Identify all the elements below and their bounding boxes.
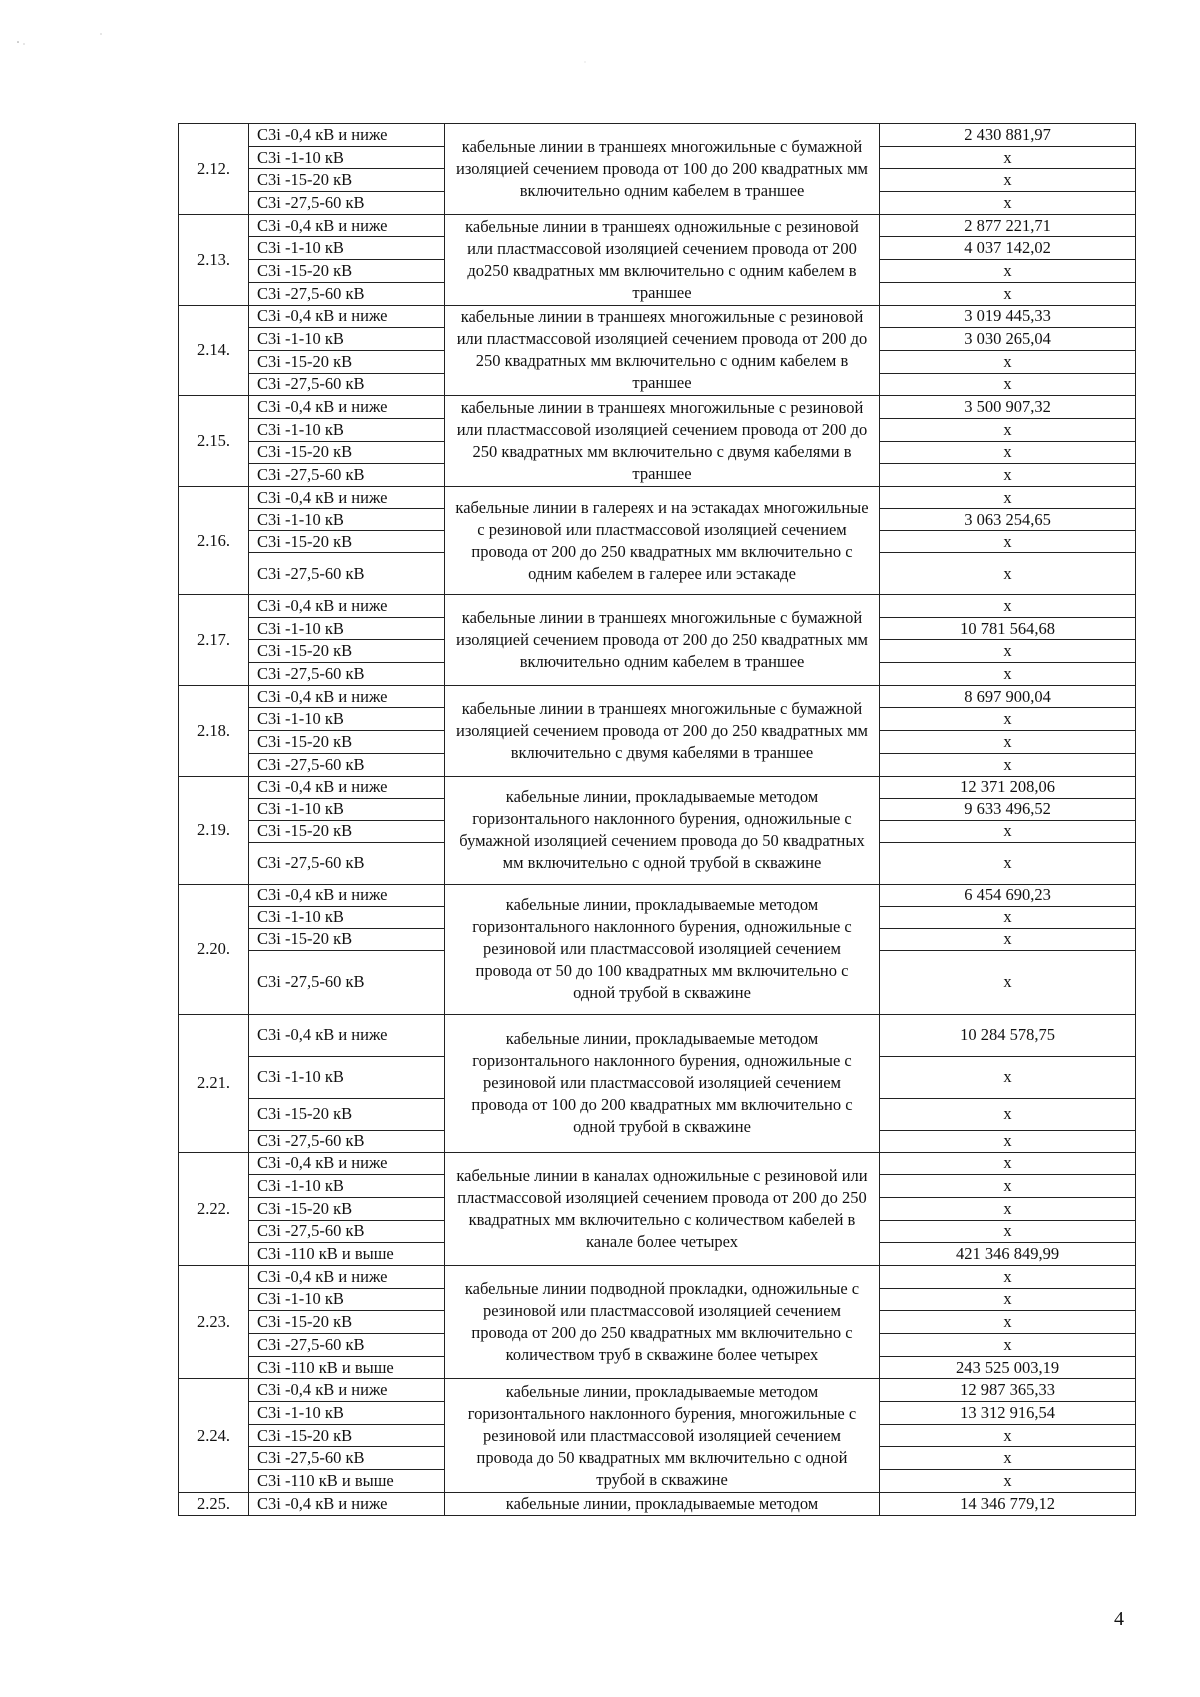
rate-value: x — [880, 464, 1136, 487]
table-row — [179, 396, 1136, 419]
voltage-level: С3i -27,5-60 кВ — [249, 282, 445, 305]
rate-value: x — [880, 1152, 1136, 1175]
voltage-level: С3i -0,4 кВ и ниже — [249, 396, 445, 419]
rate-value: 14 346 779,12 — [880, 1492, 1136, 1515]
rate-value: x — [880, 1130, 1136, 1152]
rate-value: x — [880, 260, 1136, 283]
item-number: 2.23. — [179, 1265, 249, 1378]
voltage-level: С3i -15-20 кВ — [249, 928, 445, 950]
voltage-level: С3i -27,5-60 кВ — [249, 663, 445, 686]
voltage-level: С3i -27,5-60 кВ — [249, 373, 445, 396]
rate-value: 243 525 003,19 — [880, 1356, 1136, 1379]
rate-value: x — [880, 1197, 1136, 1220]
item-number: 2.25. — [179, 1492, 249, 1515]
voltage-level: С3i -15-20 кВ — [249, 640, 445, 663]
table-row — [179, 776, 1136, 798]
rate-value: x — [880, 640, 1136, 663]
rate-value: x — [880, 282, 1136, 305]
rate-value: 3 500 907,32 — [880, 396, 1136, 419]
rate-value: 2 430 881,97 — [880, 124, 1136, 147]
voltage-level: С3i -110 кВ и выше — [249, 1470, 445, 1493]
voltage-level: С3i -27,5-60 кВ — [249, 464, 445, 487]
rate-value: x — [880, 906, 1136, 928]
rate-value: x — [880, 350, 1136, 373]
rate-value: 8 697 900,04 — [880, 685, 1136, 708]
rate-value: x — [880, 1220, 1136, 1243]
rate-value: x — [880, 663, 1136, 686]
voltage-level: С3i -1-10 кВ — [249, 1288, 445, 1311]
voltage-level: С3i -1-10 кВ — [249, 798, 445, 820]
voltage-level: С3i -0,4 кВ и ниже — [249, 1379, 445, 1402]
voltage-level: С3i -0,4 кВ и ниже — [249, 776, 445, 798]
table-row — [179, 487, 1136, 509]
voltage-level: С3i -27,5-60 кВ — [249, 553, 445, 595]
voltage-level: С3i -27,5-60 кВ — [249, 950, 445, 1014]
voltage-level: С3i -1-10 кВ — [249, 509, 445, 531]
voltage-level: С3i -1-10 кВ — [249, 708, 445, 731]
table-row — [179, 124, 1136, 147]
voltage-level: С3i -1-10 кВ — [249, 906, 445, 928]
rate-value: x — [880, 950, 1136, 1014]
rate-value: 2 877 221,71 — [880, 214, 1136, 237]
item-number: 2.17. — [179, 595, 249, 686]
rate-value: 3 063 254,65 — [880, 509, 1136, 531]
voltage-level: С3i -110 кВ и выше — [249, 1356, 445, 1379]
rate-value: 6 454 690,23 — [880, 884, 1136, 906]
rate-value: x — [880, 1424, 1136, 1447]
line-description: кабельные линии в траншеях многожильные с бумажной изоляцией сечением провода от 200 до 250 квадратных мм включительно одним кабелем в траншее — [445, 595, 880, 686]
line-description: кабельные линии, прокладываемые методом горизонтального наклонного бурения, одножильные с резиновой или пластмассовой изоляцией сечением провода от 50 до 100 квадратных мм включительно с одной трубой в скважине — [445, 884, 880, 1014]
scan-specks — [0, 0, 1200, 100]
rate-value: x — [880, 842, 1136, 884]
voltage-level: С3i -15-20 кВ — [249, 1424, 445, 1447]
line-description: кабельные линии подводной прокладки, одножильные с резиновой или пластмассовой изоляцией сечением провода от 200 до 250 квадратных мм включительно с количеством труб в скважине более четырех — [445, 1265, 880, 1378]
table-row — [179, 685, 1136, 708]
voltage-level: С3i -27,5-60 кВ — [249, 192, 445, 215]
table-row — [179, 1379, 1136, 1402]
voltage-level: С3i -15-20 кВ — [249, 731, 445, 754]
rate-value: x — [880, 1056, 1136, 1098]
rate-value: x — [880, 192, 1136, 215]
table-row — [179, 884, 1136, 906]
voltage-level: С3i -1-10 кВ — [249, 146, 445, 169]
item-number: 2.21. — [179, 1014, 249, 1152]
rate-value: x — [880, 1265, 1136, 1288]
voltage-level: С3i -15-20 кВ — [249, 531, 445, 553]
item-number: 2.24. — [179, 1379, 249, 1492]
rate-value: x — [880, 1334, 1136, 1357]
rate-value: x — [880, 531, 1136, 553]
rate-value: x — [880, 708, 1136, 731]
tariff-table — [178, 123, 1136, 1516]
rate-value: x — [880, 1470, 1136, 1493]
table-row — [179, 214, 1136, 237]
table-row — [179, 1265, 1136, 1288]
rate-value: x — [880, 146, 1136, 169]
rate-value: 421 346 849,99 — [880, 1243, 1136, 1266]
item-number: 2.18. — [179, 685, 249, 776]
voltage-level: С3i -27,5-60 кВ — [249, 1130, 445, 1152]
voltage-level: С3i -1-10 кВ — [249, 237, 445, 260]
rate-value: x — [880, 731, 1136, 754]
rate-value: x — [880, 418, 1136, 441]
line-description: кабельные линии в траншеях многожильные с бумажной изоляцией сечением провода от 100 до 200 квадратных мм включительно одним кабелем в траншее — [445, 124, 880, 215]
rate-value: 3 030 265,04 — [880, 328, 1136, 351]
rate-value: 4 037 142,02 — [880, 237, 1136, 260]
rate-value: x — [880, 1311, 1136, 1334]
rate-value: 13 312 916,54 — [880, 1402, 1136, 1425]
voltage-level: С3i -1-10 кВ — [249, 328, 445, 351]
voltage-level: С3i -0,4 кВ и ниже — [249, 595, 445, 618]
line-description: кабельные линии в траншеях многожильные с резиновой или пластмассовой изоляцией сечением провода от 200 до 250 квадратных мм включительно с одним кабелем в траншее — [445, 305, 880, 396]
line-description: кабельные линии, прокладываемые методом горизонтального наклонного бурения, одножильные с бумажной изоляцией сечением провода до 50 квадратных мм включительно с одной трубой в скважине — [445, 776, 880, 884]
table-row — [179, 1152, 1136, 1175]
voltage-level: С3i -0,4 кВ и ниже — [249, 305, 445, 328]
voltage-level: С3i -27,5-60 кВ — [249, 842, 445, 884]
rate-value: x — [880, 487, 1136, 509]
item-number: 2.20. — [179, 884, 249, 1014]
item-number: 2.14. — [179, 305, 249, 396]
voltage-level: С3i -15-20 кВ — [249, 1311, 445, 1334]
rate-value: x — [880, 373, 1136, 396]
voltage-level: С3i -0,4 кВ и ниже — [249, 1152, 445, 1175]
line-description: кабельные линии, прокладываемые методом — [445, 1492, 880, 1515]
voltage-level: С3i -0,4 кВ и ниже — [249, 487, 445, 509]
rate-value: x — [880, 441, 1136, 464]
voltage-level: С3i -1-10 кВ — [249, 617, 445, 640]
voltage-level: С3i -27,5-60 кВ — [249, 753, 445, 776]
line-description: кабельные линии, прокладываемые методом горизонтального наклонного бурения, многожильные с резиновой или пластмассовой изоляцией сечением провода до 50 квадратных мм включительно с одной трубой в скважине — [445, 1379, 880, 1492]
rate-value: x — [880, 595, 1136, 618]
voltage-level: С3i -15-20 кВ — [249, 820, 445, 842]
voltage-level: С3i -15-20 кВ — [249, 1098, 445, 1130]
line-description: кабельные линии в траншеях многожильные с бумажной изоляцией сечением провода от 200 до 250 квадратных мм включительно с двумя кабелями в траншее — [445, 685, 880, 776]
rate-value: x — [880, 553, 1136, 595]
rate-value: x — [880, 1288, 1136, 1311]
rate-value: x — [880, 753, 1136, 776]
rate-value: 12 987 365,33 — [880, 1379, 1136, 1402]
item-number: 2.22. — [179, 1152, 249, 1265]
item-number: 2.19. — [179, 776, 249, 884]
line-description: кабельные линии в галереях и на эстакадах многожильные с резиновой или пластмассовой изоляцией сечением провода от 200 до 250 квадратных мм включительно с одним кабелем в галерее или эстакаде — [445, 487, 880, 595]
rate-value: 12 371 208,06 — [880, 776, 1136, 798]
voltage-level: С3i -0,4 кВ и ниже — [249, 1265, 445, 1288]
line-description: кабельные линии в траншеях одножильные с резиновой или пластмассовой изоляцией сечением провода от 200 до250 квадратных мм включительно с одним кабелем в траншее — [445, 214, 880, 305]
item-number: 2.15. — [179, 396, 249, 487]
voltage-level: С3i -27,5-60 кВ — [249, 1334, 445, 1357]
rate-value: x — [880, 820, 1136, 842]
rate-value: x — [880, 1175, 1136, 1198]
voltage-level: С3i -15-20 кВ — [249, 441, 445, 464]
rate-value: x — [880, 1098, 1136, 1130]
voltage-level: С3i -0,4 кВ и ниже — [249, 884, 445, 906]
table-row — [179, 305, 1136, 328]
voltage-level: С3i -1-10 кВ — [249, 1402, 445, 1425]
line-description: кабельные линии в траншеях многожильные с резиновой или пластмассовой изоляцией сечением провода от 200 до 250 квадратных мм включительно с двумя кабелями в траншее — [445, 396, 880, 487]
voltage-level: С3i -0,4 кВ и ниже — [249, 1492, 445, 1515]
line-description: кабельные линии, прокладываемые методом горизонтального наклонного бурения, одножильные с резиновой или пластмассовой изоляцией сечением провода от 100 до 200 квадратных мм включительно с одной трубой в скважине — [445, 1014, 880, 1152]
item-number: 2.12. — [179, 124, 249, 215]
rate-value: x — [880, 1447, 1136, 1470]
voltage-level: С3i -0,4 кВ и ниже — [249, 214, 445, 237]
rate-value: x — [880, 928, 1136, 950]
item-number: 2.13. — [179, 214, 249, 305]
voltage-level: С3i -15-20 кВ — [249, 1197, 445, 1220]
rate-value: 10 781 564,68 — [880, 617, 1136, 640]
rate-value: x — [880, 169, 1136, 192]
rate-value: 10 284 578,75 — [880, 1014, 1136, 1056]
voltage-level: С3i -27,5-60 кВ — [249, 1447, 445, 1470]
rate-value: 3 019 445,33 — [880, 305, 1136, 328]
line-description: кабельные линии в каналах одножильные с резиновой или пластмассовой изоляцией сечением провода от 200 до 250 квадратных мм включительно с количеством кабелей в канале более четырех — [445, 1152, 880, 1265]
voltage-level: С3i -110 кВ и выше — [249, 1243, 445, 1266]
voltage-level: С3i -0,4 кВ и ниже — [249, 1014, 445, 1056]
voltage-level: С3i -27,5-60 кВ — [249, 1220, 445, 1243]
voltage-level: С3i -1-10 кВ — [249, 1175, 445, 1198]
table-row — [179, 1492, 1136, 1515]
voltage-level: С3i -15-20 кВ — [249, 260, 445, 283]
voltage-level: С3i -1-10 кВ — [249, 1056, 445, 1098]
table-row — [179, 1014, 1136, 1056]
item-number: 2.16. — [179, 487, 249, 595]
rate-value: 9 633 496,52 — [880, 798, 1136, 820]
voltage-level: С3i -0,4 кВ и ниже — [249, 124, 445, 147]
voltage-level: С3i -0,4 кВ и ниже — [249, 685, 445, 708]
voltage-level: С3i -15-20 кВ — [249, 350, 445, 373]
voltage-level: С3i -15-20 кВ — [249, 169, 445, 192]
table-row — [179, 595, 1136, 618]
voltage-level: С3i -1-10 кВ — [249, 418, 445, 441]
page-number: 4 — [1114, 1608, 1124, 1630]
